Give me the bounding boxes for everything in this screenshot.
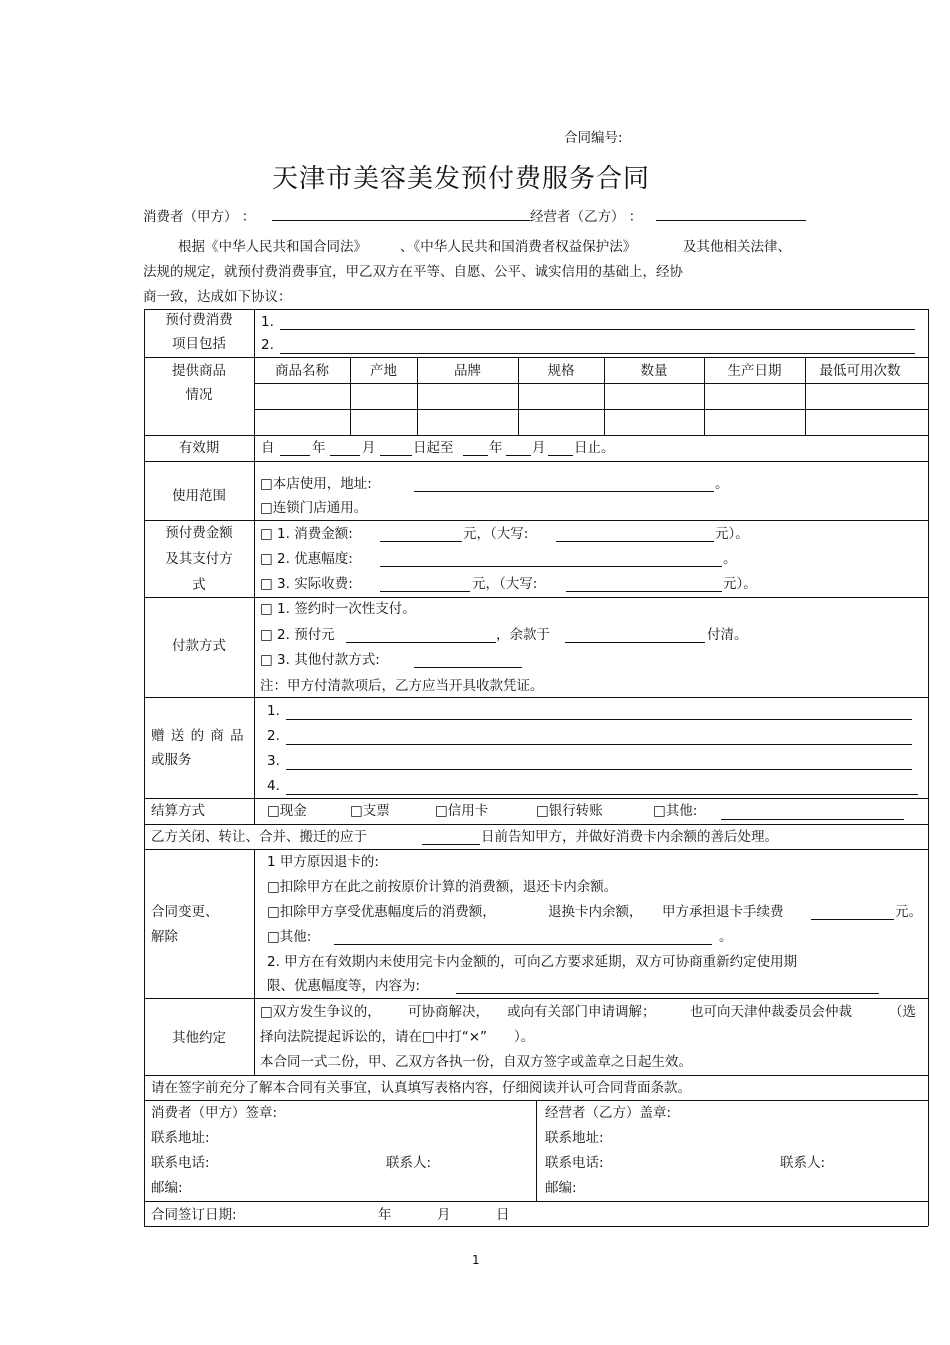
payment-label: 付款方式: [172, 638, 226, 654]
settlement-other-option[interactable]: □其他:: [653, 803, 698, 819]
amount-actual-unit: 元，（大写:: [472, 576, 538, 592]
settlement-credit-option[interactable]: □信用卡: [435, 803, 489, 819]
scope-own-store-option[interactable]: □本店使用，地址:: [260, 476, 372, 492]
validity-day-2: 日止。: [574, 440, 615, 456]
other-dispute-text-b: 可协商解决，: [408, 1004, 489, 1020]
settlement-check-option[interactable]: □支票: [350, 803, 390, 819]
items-label-1: 预付费消费: [165, 312, 233, 328]
operator-contact-label: 联系人:: [780, 1155, 826, 1171]
gift-field-1[interactable]: [286, 719, 912, 720]
amount-actual-capital-field[interactable]: [566, 591, 722, 592]
goods-col-min-uses: 最低可用次数: [819, 363, 901, 379]
other-court-text: 择向法院提起诉讼的，请在□中打“×” ）。: [260, 1029, 535, 1045]
goods-label-1: 提供商品: [172, 363, 226, 379]
consumer-name-field[interactable]: [272, 220, 530, 221]
validity-end-year-field[interactable]: [463, 455, 488, 456]
validity-end-month-field[interactable]: [506, 455, 531, 456]
gifts-label-2: 或服务: [151, 752, 192, 768]
amount-label-1: 预付费金额: [165, 525, 233, 541]
change-fee-unit: 元。: [895, 904, 922, 920]
payment-balance-text: ，余款于: [496, 627, 550, 643]
gift-field-4[interactable]: [286, 794, 918, 795]
consumer-signature-label: 消费者（甲方）签章:: [151, 1105, 278, 1121]
amount-label-2: 及其支付方: [165, 551, 233, 567]
change-discount-option[interactable]: □扣除甲方享受优惠幅度后的消费额，: [267, 904, 496, 920]
item-number-2: 2.: [261, 337, 274, 353]
validity-start-month-field[interactable]: [330, 455, 360, 456]
closure-text-b: 日前告知甲方，并做好消费卡内余额的善后处理。: [481, 829, 778, 845]
closure-days-field[interactable]: [422, 844, 480, 845]
other-copies-text: 本合同一式二份，甲、乙双方各执一份，自双方签字或盖章之日起生效。: [260, 1054, 692, 1070]
item-field-2[interactable]: [280, 353, 915, 354]
validity-month-1: 月: [362, 440, 376, 456]
page-title: 天津市美容美发预付费服务合同: [272, 164, 651, 194]
change-fee-field[interactable]: [811, 919, 894, 920]
goods-col-origin: 产地: [370, 363, 397, 379]
payment-prepay-option[interactable]: □ 2. 预付元: [260, 627, 335, 643]
intro-text-1c: 及其他相关法律、: [683, 239, 791, 255]
settlement-cash-option[interactable]: □现金: [267, 803, 307, 819]
change-extension-field[interactable]: [456, 993, 879, 994]
operator-seal-label: 经营者（乙方）盖章:: [545, 1105, 672, 1121]
goods-col-spec: 规格: [547, 363, 575, 379]
other-dispute-text-c: 或向有关部门申请调解；: [507, 1004, 656, 1020]
validity-year-1: 年: [312, 440, 326, 456]
settlement-transfer-option[interactable]: □银行转账: [536, 803, 603, 819]
scope-end-mark: 。: [715, 476, 729, 492]
item-field-1[interactable]: [280, 329, 915, 330]
change-extension-text: 2. 甲方在有效期内未使用完卡内金额的，可向乙方要求延期，双方可协商重新约定使用期: [267, 954, 798, 970]
other-dispute-text-d: 也可向天津仲裁委员会仲裁: [690, 1004, 852, 1020]
validity-month-2: 月: [532, 440, 546, 456]
payment-balance-field[interactable]: [565, 642, 705, 643]
item-number-1: 1.: [261, 314, 274, 330]
consumer-contact-label: 联系人:: [386, 1155, 432, 1171]
amount-consumption-capital-field[interactable]: [556, 541, 714, 542]
other-label: 其他约定: [172, 1030, 226, 1046]
other-dispute-text-e: （选: [889, 1004, 916, 1020]
amount-consumption-unit: 元，（大写:: [463, 526, 529, 542]
consumer-label: 消费者（甲方） ：: [143, 209, 256, 225]
operator-name-field[interactable]: [656, 220, 806, 221]
validity-end-day-field[interactable]: [548, 455, 573, 456]
amount-actual-option[interactable]: □ 3. 实际收费:: [260, 576, 353, 592]
payment-once-option[interactable]: □ 1. 签约时一次性支付。: [260, 601, 416, 617]
amount-consumption-end: 元）。: [715, 526, 749, 542]
consumer-zip-label: 邮编:: [151, 1180, 183, 1196]
amount-actual-field[interactable]: [380, 591, 470, 592]
consumer-address-label: 联系地址:: [151, 1130, 210, 1146]
goods-col-name: 商品名称: [275, 363, 329, 379]
closure-text-a: 乙方关闭、转让、合并、搬迁的应于: [151, 829, 367, 845]
consumer-phone-label: 联系电话:: [151, 1155, 210, 1171]
change-other-end: 。: [719, 929, 733, 945]
scope-chain-option[interactable]: □连锁门店通用。: [260, 500, 368, 516]
gifts-label-1: 赠 送 的 商 品: [151, 728, 245, 744]
scope-label: 使用范围: [172, 488, 226, 504]
change-label-2: 解除: [151, 929, 178, 945]
change-original-price-option[interactable]: □扣除甲方在此之前按原价计算的消费额，退还卡内余额。: [267, 879, 618, 895]
change-fee-text: 甲方承担退卡手续费: [662, 904, 784, 920]
validity-day-1: 日起至: [413, 440, 454, 456]
gift-number-4: 4.: [267, 778, 280, 794]
change-label-1: 合同变更、: [151, 904, 219, 920]
gift-number-3: 3.: [267, 753, 280, 769]
settlement-label: 结算方式: [151, 803, 205, 819]
change-refund-heading: 1 甲方原因退卡的:: [267, 854, 379, 870]
payment-settle-text: 付清。: [707, 627, 748, 643]
signing-date-year: 年: [378, 1207, 392, 1223]
goods-col-production-date: 生产日期: [727, 363, 782, 379]
payment-note: 注：甲方付清款项后，乙方应当开具收款凭证。: [260, 678, 544, 694]
intro-text-1a: 根据《中华人民共和国合同法》: [178, 239, 367, 255]
payment-prepay-field[interactable]: [346, 642, 496, 643]
intro-text-2: 法规的规定，就预付费消费事宜，甲乙双方在平等、自愿、公平、诚实信用的基础上，经协: [143, 264, 683, 280]
change-other-option[interactable]: □其他:: [267, 929, 312, 945]
change-extension-text-2: 限、优惠幅度等，内容为:: [267, 978, 421, 994]
validity-start-year-field[interactable]: [280, 455, 310, 456]
validity-year-2: 年: [489, 440, 503, 456]
gift-field-3[interactable]: [286, 769, 912, 770]
amount-label-3: 式: [192, 577, 206, 593]
change-refund-balance-text: 退换卡内余额，: [548, 904, 643, 920]
page-number: 1: [472, 1253, 480, 1267]
validity-start-day-field[interactable]: [380, 455, 412, 456]
items-label-2: 项目包括: [172, 336, 226, 352]
gift-number-2: 2.: [267, 728, 280, 744]
signing-date-day: 日: [496, 1207, 510, 1223]
amount-discount-option[interactable]: □ 2. 优惠幅度:: [260, 551, 353, 567]
other-dispute-option[interactable]: □双方发生争议的，: [260, 1004, 381, 1020]
goods-label-2: 情况: [185, 387, 213, 403]
operator-label: 经营者（乙方） ：: [530, 209, 643, 225]
intro-text-3: 商一致，达成如下协议：: [143, 289, 292, 305]
signing-date-month: 月: [437, 1207, 451, 1223]
amount-discount-end: 。: [723, 551, 737, 567]
signing-date-label: 合同签订日期:: [151, 1207, 237, 1223]
payment-other-option[interactable]: □ 3. 其他付款方式:: [260, 652, 380, 668]
operator-zip-label: 邮编:: [545, 1180, 577, 1196]
gift-field-2[interactable]: [286, 744, 912, 745]
gift-number-1: 1.: [267, 703, 280, 719]
signing-notice: 请在签字前充分了解本合同有关事宜，认真填写表格内容，仔细阅读并认可合同背面条款。: [151, 1080, 691, 1096]
contract-number-label: 合同编号:: [564, 130, 623, 146]
operator-phone-label: 联系电话:: [545, 1155, 604, 1171]
validity-from: 自: [261, 440, 275, 456]
validity-label: 有效期: [178, 440, 220, 456]
settlement-other-field[interactable]: [721, 819, 904, 820]
payment-other-field[interactable]: [414, 667, 522, 668]
intro-text-1b: 、《中华人民共和国消费者权益保护法》: [400, 239, 637, 255]
amount-actual-end: 元）。: [723, 576, 757, 592]
change-other-field[interactable]: [334, 944, 712, 945]
amount-consumption-option[interactable]: □ 1. 消费金额:: [260, 526, 353, 542]
goods-col-brand: 品牌: [454, 363, 481, 379]
amount-consumption-field[interactable]: [380, 541, 462, 542]
goods-col-quantity: 数量: [640, 363, 668, 379]
operator-address-label: 联系地址:: [545, 1130, 604, 1146]
scope-address-field[interactable]: [414, 491, 714, 492]
amount-discount-field[interactable]: [380, 566, 722, 567]
